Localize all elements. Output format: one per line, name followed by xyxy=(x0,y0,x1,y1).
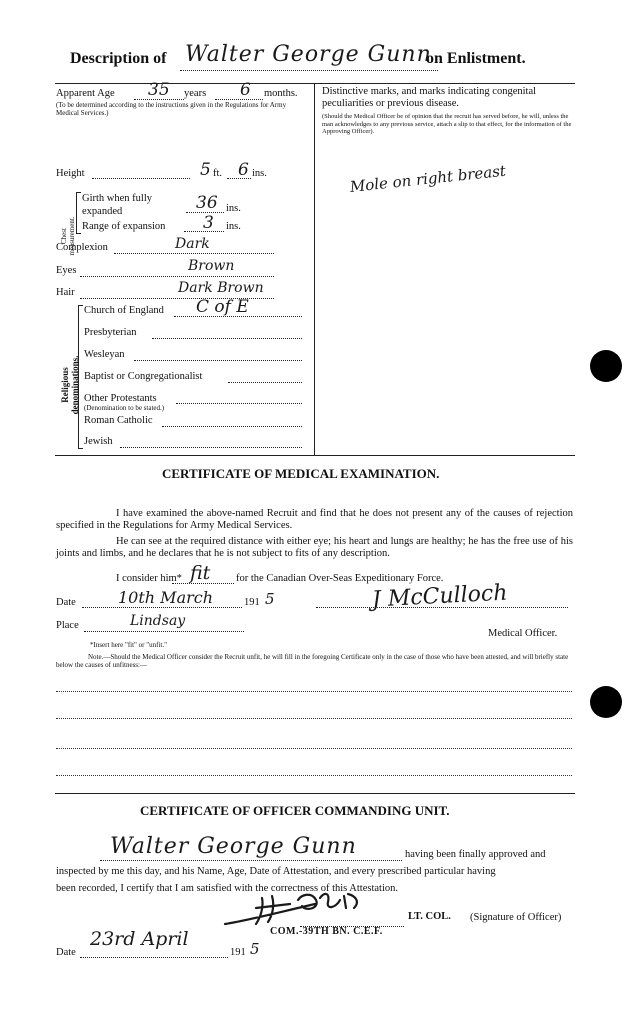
place-handwritten: Lindsay xyxy=(130,613,186,629)
religion-presbyterian: Presbyterian xyxy=(84,327,137,338)
commanding-date-label: Date xyxy=(56,947,76,958)
medical-note: Note.—Should the Medical Officer consider the Recruit unfit, he will fill in the foregoing Certificate only in the case of those who have been attested, and will briefly state below the causes of unfitness:— xyxy=(56,653,569,669)
unfitness-line-3 xyxy=(56,748,572,749)
unfitness-line-4 xyxy=(56,775,572,776)
girth-handwritten: 36 xyxy=(196,193,218,213)
height-label: Height xyxy=(56,168,85,179)
religion-brace xyxy=(78,305,83,449)
ins-label: ins. xyxy=(252,168,267,179)
punch-hole-bottom xyxy=(590,686,622,718)
place-label: Place xyxy=(56,620,79,631)
height-ft-handwritten: 5 xyxy=(200,160,211,180)
religion-baptist: Baptist or Congregationalist xyxy=(84,371,203,382)
title-prefix: Description of xyxy=(70,50,167,67)
girth-unit: ins. xyxy=(226,203,241,214)
commanding-year-print: 191 xyxy=(230,947,246,958)
religion-handwritten: C of E xyxy=(196,297,249,317)
distinctive-marks-handwritten: Mole on right breast xyxy=(349,161,507,196)
section-rule xyxy=(55,455,575,456)
unfitness-line-1 xyxy=(56,691,572,692)
complexion-handwritten: Dark xyxy=(175,236,210,252)
height-in-handwritten: 6 xyxy=(238,160,249,180)
religion-note: (Denomination to be stated.) xyxy=(84,404,165,412)
medical-year-handwritten: 5 xyxy=(265,590,275,608)
distinctive-marks-heading: Distinctive marks, and marks indicating congenital peculiarities or previous disease. xyxy=(322,86,537,109)
complexion-label: Complexion xyxy=(56,242,108,253)
commanding-date-handwritten: 23rd April xyxy=(90,928,189,950)
medical-certificate-heading: CERTIFICATE OF MEDICAL EXAMINATION. xyxy=(162,466,440,481)
title-suffix: on Enlistment. xyxy=(426,50,526,67)
consider-suffix: for the Canadian Over-Seas Expeditionary Force. xyxy=(236,573,444,584)
lower-section-rule xyxy=(55,793,575,794)
religion-church-of-england: Church of England xyxy=(84,305,164,316)
insert-note: *Insert here "fit" or "unfit." xyxy=(90,641,167,649)
expansion-label: Range of expansion xyxy=(82,221,166,232)
religion-wesleyan: Wesleyan xyxy=(84,349,125,360)
expansion-unit: ins. xyxy=(226,221,241,232)
hair-handwritten: Dark Brown xyxy=(178,280,264,296)
apparent-age-label: Apparent Age xyxy=(56,88,115,99)
eyes-handwritten: Brown xyxy=(188,258,235,274)
religious-denominations-side-label: Religious denominations. xyxy=(60,355,80,415)
age-note: (To be determined according to the instructions given in the Regulations for Army Medical Services.) xyxy=(56,101,287,117)
months-label: months. xyxy=(264,88,298,99)
commanding-text-1: having been finally approved and xyxy=(405,849,546,860)
medical-officer-signature: J McCulloch xyxy=(371,580,509,613)
religion-roman-catholic: Roman Catholic xyxy=(84,415,153,426)
commanding-officer-signature xyxy=(220,890,380,930)
medical-paragraph-1: I have examined the above-named Recruit and find that he does not present any of the causes of rejection specified in the Regulations for Army Medical Services. xyxy=(56,508,573,531)
eyes-label: Eyes xyxy=(56,265,77,276)
girth-label: Girth when fully expanded xyxy=(82,193,152,217)
medical-officer-label: Medical Officer. xyxy=(488,628,558,639)
recruit-name-handwritten: Walter George Gunn xyxy=(185,42,432,67)
commanding-text-2: inspected by me this day, and his Name, Age, Date of Attestation, and every prescribed particular having xyxy=(56,866,496,877)
commanding-name-handwritten: Walter George Gunn xyxy=(110,834,357,859)
age-months-handwritten: 6 xyxy=(240,80,251,100)
top-rule xyxy=(55,83,575,84)
medical-date-label: Date xyxy=(56,597,76,608)
years-label: years xyxy=(184,88,207,99)
religion-jewish: Jewish xyxy=(84,436,113,447)
chest-measurement-side-label: Chest measurement. xyxy=(60,216,76,256)
medical-paragraph-2: He can see at the required distance with either eye; his heart and lungs are healthy; he has the free use of his joints and limbs, and he declares that he is not subject to fits of any description. xyxy=(56,536,573,559)
religion-other-protestants: Other Protestants xyxy=(84,393,157,404)
lt-col-label: LT. COL. xyxy=(408,911,451,922)
commanding-text-3: been recorded, I certify that I am satisfied with the correctness of this Attestation. xyxy=(56,883,399,894)
battalion-stamp: COM.-39TH BN. C.E.F. xyxy=(270,926,383,937)
distinctive-marks-note: (Should the Medical Officer be of opinion that the recruit has served before, he will, unless the man acknowledges to any previous service, attach a slip to that effect, for the information of the Approving Officer). xyxy=(322,113,572,135)
column-divider xyxy=(314,83,315,455)
punch-hole-top xyxy=(590,350,622,382)
unfitness-line-2 xyxy=(56,718,572,719)
chest-brace xyxy=(76,192,81,234)
ft-label: ft. xyxy=(213,168,223,179)
consider-prefix: I consider him* xyxy=(116,573,182,584)
hair-label: Hair xyxy=(56,287,75,298)
commanding-certificate-heading: CERTIFICATE OF OFFICER COMMANDING UNIT. xyxy=(140,803,450,818)
medical-year-print: 191 xyxy=(244,597,260,608)
medical-date-handwritten: 10th March xyxy=(118,588,214,607)
consider-handwritten: fit xyxy=(190,562,211,584)
expansion-handwritten: 3 xyxy=(203,213,214,233)
age-years-handwritten: 35 xyxy=(148,80,170,100)
signature-of-officer-label: (Signature of Officer) xyxy=(470,912,562,923)
commanding-year-handwritten: 5 xyxy=(250,940,260,958)
